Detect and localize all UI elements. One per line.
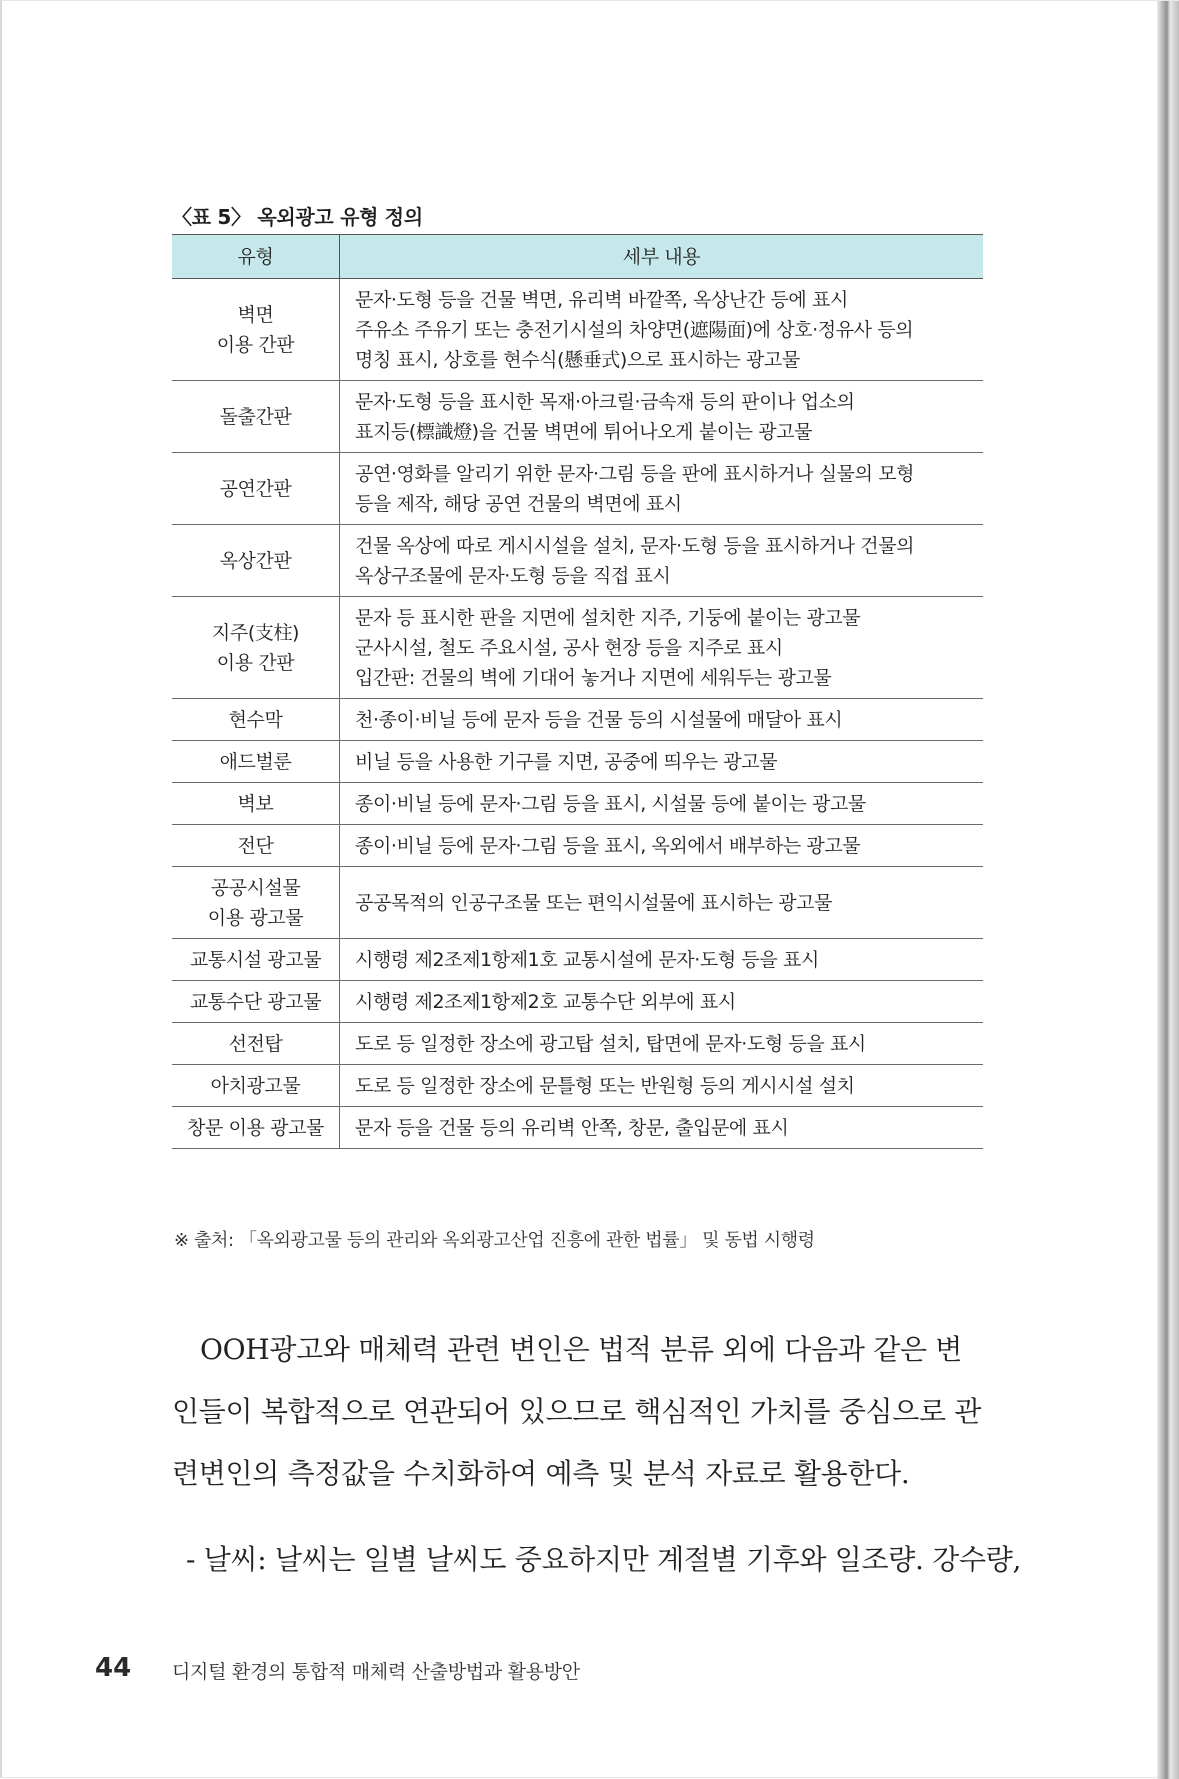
ad-type-line: 옥상간판 bbox=[219, 550, 292, 572]
ad-detail-cell bbox=[340, 783, 984, 825]
ad-detail-line: 문자·도형 등을 표시한 목재·아크릴·금속재 등의 판이나 업소의 bbox=[355, 391, 855, 413]
table-row bbox=[172, 741, 983, 783]
ad-type-cell bbox=[172, 981, 340, 1023]
ad-detail-line: 명칭 표시, 상호를 현수식(懸垂式)으로 표시하는 광고물 bbox=[355, 349, 800, 371]
ad-type-line: 전단 bbox=[237, 835, 274, 857]
ad-type-cell bbox=[172, 453, 340, 525]
ad-detail-cell bbox=[340, 825, 984, 867]
ad-type-line: 선전탑 bbox=[228, 1033, 283, 1055]
ad-type-line: 지주(支柱) bbox=[211, 622, 300, 644]
ad-detail-cell bbox=[340, 453, 984, 525]
table-row bbox=[172, 699, 983, 741]
ad-type-cell bbox=[172, 1065, 340, 1107]
ad-type-cell bbox=[172, 867, 340, 939]
ad-type-line: 이용 광고물 bbox=[207, 907, 304, 929]
ad-type-line: 벽면 bbox=[237, 304, 274, 326]
ad-type-line: 아치광고물 bbox=[210, 1075, 301, 1097]
ad-detail-line: 건물 옥상에 따로 게시시설을 설치, 문자·도형 등을 표시하거나 건물의 bbox=[355, 535, 915, 557]
ad-detail-line: 문자·도형 등을 건물 벽면, 유리벽 바깥쪽, 옥상난간 등에 표시 bbox=[355, 289, 848, 311]
ad-detail-line: 입간판: 건물의 벽에 기대어 놓거나 지면에 세워두는 광고물 bbox=[355, 667, 832, 689]
ad-detail-cell bbox=[340, 1065, 984, 1107]
ad-type-line: 교통수단 광고물 bbox=[189, 991, 322, 1013]
page-number: 44 bbox=[95, 1653, 132, 1683]
outdoor-ad-type-table bbox=[172, 234, 983, 1149]
table-row bbox=[172, 1023, 983, 1065]
table-row bbox=[172, 939, 983, 981]
ad-type-cell bbox=[172, 741, 340, 783]
ad-detail-line: 공공목적의 인공구조물 또는 편익시설물에 표시하는 광고물 bbox=[355, 892, 833, 914]
page-edge-shadow bbox=[1157, 1, 1179, 1779]
ad-detail-cell bbox=[340, 525, 984, 597]
ad-type-cell bbox=[172, 825, 340, 867]
ad-detail-line: 문자 등 표시한 판을 지면에 설치한 지주, 기둥에 붙이는 광고물 bbox=[355, 607, 861, 629]
table-row bbox=[172, 279, 983, 381]
ad-type-line: 벽보 bbox=[237, 793, 274, 815]
ad-detail-line: 천·종이·비닐 등에 문자 등을 건물 등의 시설물에 매달아 표시 bbox=[355, 709, 843, 731]
table-row bbox=[172, 525, 983, 597]
table-header-row bbox=[172, 235, 983, 279]
table-row bbox=[172, 597, 983, 699]
ad-type-cell bbox=[172, 783, 340, 825]
ad-type-cell bbox=[172, 1023, 340, 1065]
ad-detail-line: 비닐 등을 사용한 기구를 지면, 공중에 띄우는 광고물 bbox=[355, 751, 778, 773]
header-type: 유형 bbox=[172, 235, 340, 279]
ad-detail-line: 종이·비닐 등에 문자·그림 등을 표시, 시설물 등에 붙이는 광고물 bbox=[355, 793, 866, 815]
header-detail: 세부 내용 bbox=[340, 235, 984, 279]
ad-detail-cell bbox=[340, 699, 984, 741]
ad-detail-line: 주유소 주유기 또는 충전기시설의 차양면(遮陽面)에 상호·정유사 등의 bbox=[355, 319, 914, 341]
ad-detail-line: 시행령 제2조제1항제2호 교통수단 외부에 표시 bbox=[355, 991, 736, 1013]
ad-detail-cell bbox=[340, 741, 984, 783]
ad-type-line: 교통시설 광고물 bbox=[189, 949, 322, 971]
ad-detail-cell bbox=[340, 939, 984, 981]
ad-detail-line: 등을 제작, 해당 공연 건물의 벽면에 표시 bbox=[355, 493, 682, 515]
ad-type-line: 이용 간판 bbox=[216, 652, 295, 674]
table-row bbox=[172, 825, 983, 867]
ad-type-line: 공연간판 bbox=[219, 478, 292, 500]
ad-detail-line: 종이·비닐 등에 문자·그림 등을 표시, 옥외에서 배부하는 광고물 bbox=[355, 835, 861, 857]
ad-detail-line: 군사시설, 철도 주요시설, 공사 현장 등을 지주로 표시 bbox=[355, 637, 783, 659]
table-row bbox=[172, 867, 983, 939]
table-source-note: ※ 출처: 「옥외광고물 등의 관리와 옥외광고산업 진흥에 관한 법률」 및 동법 시행령 bbox=[174, 1230, 815, 1251]
table-row bbox=[172, 381, 983, 453]
table-row bbox=[172, 1107, 983, 1149]
table-row bbox=[172, 783, 983, 825]
ad-type-line: 돌출간판 bbox=[219, 406, 292, 428]
running-title: 디지털 환경의 통합적 매체력 산출방법과 활용방안 bbox=[172, 1661, 580, 1683]
ad-detail-cell bbox=[340, 1023, 984, 1065]
ad-detail-line: 시행령 제2조제1항제1호 교통시설에 문자·도형 등을 표시 bbox=[355, 949, 819, 971]
ad-detail-line: 표지등(標識燈)을 건물 벽면에 튀어나오게 붙이는 광고물 bbox=[355, 421, 813, 443]
ad-type-cell bbox=[172, 597, 340, 699]
ad-detail-cell bbox=[340, 279, 984, 381]
ad-type-cell bbox=[172, 525, 340, 597]
ad-detail-line: 도로 등 일정한 장소에 광고탑 설치, 탑면에 문자·도형 등을 표시 bbox=[355, 1033, 866, 1055]
ad-detail-cell bbox=[340, 867, 984, 939]
ad-type-cell bbox=[172, 1107, 340, 1149]
body-paragraph: OOH광고와 매체력 관련 변인은 법적 분류 외에 다음과 같은 변인들이 복합적으로 연관되어 있으므로 핵심적인 가치를 중심으로 관련변인의 측정값을 수치화하여 예측 및 분석 자료로 활용한다. bbox=[172, 1333, 982, 1490]
ad-detail-line: 공연·영화를 알리기 위한 문자·그림 등을 판에 표시하거나 실물의 모형 bbox=[355, 463, 915, 485]
table-body bbox=[172, 279, 983, 1149]
ad-detail-line: 문자 등을 건물 등의 유리벽 안쪽, 창문, 출입문에 표시 bbox=[355, 1117, 789, 1139]
ad-detail-cell bbox=[340, 597, 984, 699]
ad-type-cell bbox=[172, 279, 340, 381]
ad-type-line: 현수막 bbox=[228, 709, 283, 731]
table-row bbox=[172, 453, 983, 525]
ad-type-cell bbox=[172, 699, 340, 741]
table-row bbox=[172, 1065, 983, 1107]
ad-type-cell bbox=[172, 381, 340, 453]
ad-type-line: 창문 이용 광고물 bbox=[187, 1117, 324, 1139]
table-caption: 〈표 5〉 옥외광고 유형 정의 bbox=[172, 205, 423, 229]
ad-detail-cell bbox=[340, 1107, 984, 1149]
table-row bbox=[172, 981, 983, 1023]
ad-type-line: 이용 간판 bbox=[216, 334, 295, 356]
ad-type-cell bbox=[172, 939, 340, 981]
ad-type-line: 애드벌룬 bbox=[219, 751, 292, 773]
ad-detail-line: 옥상구조물에 문자·도형 등을 직접 표시 bbox=[355, 565, 671, 587]
ad-detail-line: 도로 등 일정한 장소에 문틀형 또는 반원형 등의 게시시설 설치 bbox=[355, 1075, 855, 1097]
ad-type-line: 공공시설물 bbox=[210, 877, 301, 899]
ad-detail-cell bbox=[340, 981, 984, 1023]
weather-bullet: - 날씨: 날씨는 일별 날씨도 중요하지만 계절별 기후와 일조량. 강수량, bbox=[186, 1543, 1022, 1576]
ad-detail-cell bbox=[340, 381, 984, 453]
